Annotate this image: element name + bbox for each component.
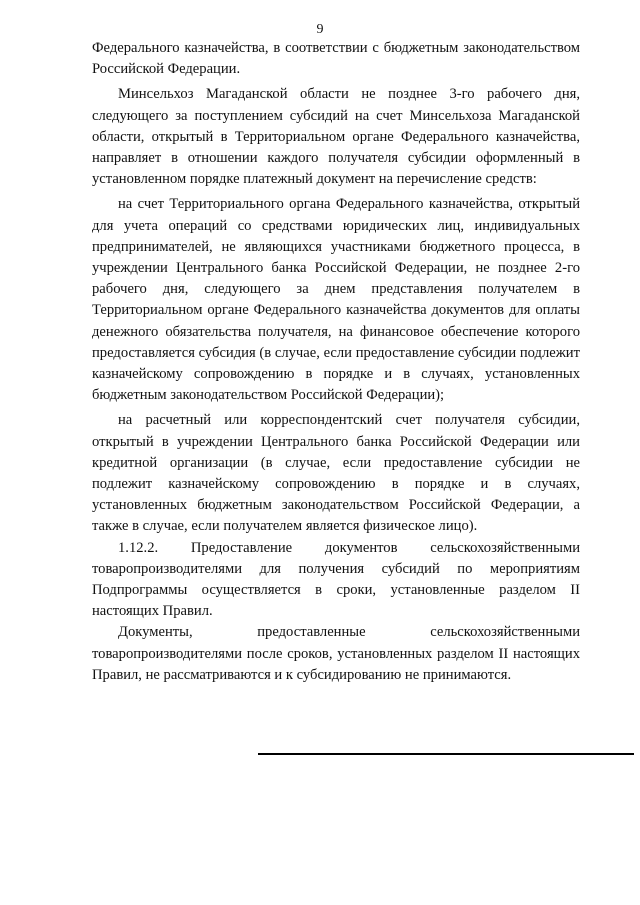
word: предоставленные <box>257 624 366 641</box>
word: сельскохозяйственными <box>430 624 580 641</box>
document-body <box>92 38 580 686</box>
word: документов <box>324 539 398 556</box>
word: Документы, <box>118 624 193 641</box>
word: Предоставление <box>190 539 293 556</box>
paragraph-settlement-account: на расчетный или корреспондентский счет получателя субсидии, открытый в учреждении Центрального банка Российской Федерации или кредитной организации (в случае, если предоставление субсидии не подлежит казначейскому сопровождению в порядке и в случаях, установленных бюджетным законодательством Российской Федерации, а также в случае, если получателем является физическое лицо). <box>92 412 580 535</box>
separator-line <box>258 753 634 755</box>
paragraph-documents-rest: товаропроизводителями после сроков, установленных разделом II настоящих Правил, не рассматриваются и к субсидированию не принимаются. <box>92 645 580 683</box>
paragraph-minselkhoz: Минсельхоз Магаданской области не позднее 3-го рабочего дня, следующего за поступлением субсидий на счет Минсельхоза Магаданской области, открытый в Территориальном органе Федерального казначейства, направляет в отношении каждого получателя субсидии оформленный в установленном порядке платежный документ на перечисление средств: <box>92 86 580 188</box>
paragraph-continuation: Федерального казначейства, в соответствии с бюджетным законодательством Российской Федерации. <box>92 40 580 78</box>
clause-number: 1.12.2. <box>118 539 159 556</box>
paragraph-1-12-2 <box>92 538 580 559</box>
paragraph-1-12-2-rest: товаропроизводителями для получения субсидий по мероприятиям Подпрограммы осуществляется в сроки, установленные разделом II настоящих Правил. <box>92 560 580 620</box>
paragraph-1-12-2-first-line <box>118 538 580 559</box>
word: сельскохозяйственными <box>430 539 580 556</box>
paragraph-documents <box>92 622 580 643</box>
page-number: 9 <box>316 22 324 37</box>
paragraph-documents-first-line <box>118 622 580 643</box>
paragraph-treasury-account: на счет Территориального органа Федерального казначейства, открытый для учета операций со средствами юридических лиц, индивидуальных предпринимателей, не являющихся участниками бюджетного процесса, в учреждении Центрального банка Российской Федерации, не позднее 2-го рабочего дня, следующего за днем представления получателем в Территориальном органе Федерального казначейства документов для оплаты денежного обязательства получателя, на финансовое обеспечение которого предоставляется субсидия (в случае, если предоставление субсидии подлежит казначейскому сопровождению в порядке и в случаях, установленных бюджетным законодательством Российской Федерации); <box>92 196 580 404</box>
